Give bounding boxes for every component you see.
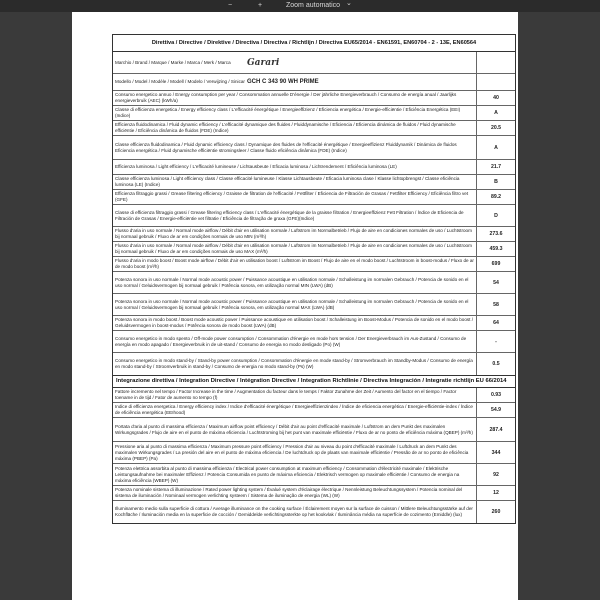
row-value: 21.7 (490, 164, 502, 170)
row-value: 20.5 (490, 125, 502, 131)
table-row (113, 52, 515, 74)
table-row (113, 175, 515, 190)
table-row (113, 501, 515, 523)
row-label: Consumo energetico in modo spento / Off-mode power consumption / Consommation d'énergie en mode hors tension / Der Energieverbrauch im Aus-Zustand / Consumo de energía en modo apagado / Energieverbruik in de uit-stand / Consumo de energia no modo desligado (Po) (W) (113, 331, 477, 352)
viewer-toolbar (0, 0, 600, 12)
table-row (113, 331, 515, 353)
directive-title: Direttiva / Directive / Direktive / Directiva / Directiva / Richtlijn / Directiva EU65/2014 - EN61591, EN60704 - 2 - 13E, EN60564 (113, 35, 515, 52)
table-row (113, 272, 515, 294)
zoom-select[interactable]: Zoom automatico (286, 2, 341, 9)
table-row (113, 242, 515, 257)
row-value: 58 (493, 301, 499, 308)
table-row (113, 316, 515, 331)
row-label: Potenza sonora in modo boost / Boost mode acoustic power / Puissance acoustique en utilisation boost / Schalleistung im Boost-Modus / Potencia de sonido en el modo boost / Geluidsvermogen in boost-modus / Potência sonora de modo boost (LWA) (dB) (113, 316, 477, 330)
brand-logo: Garari (247, 57, 280, 68)
chevron-down-icon[interactable]: ⌄ (346, 0, 352, 7)
integration-section-title: Integrazione direttiva / Integration Directive / Intégration Directive / Integration Richtlinie / Directiva Integración / Integratie richtlijn EU 66/2014 (113, 375, 515, 388)
zoom-out-button[interactable]: − (228, 2, 233, 9)
table-row (113, 227, 515, 242)
row-value: 54 (493, 279, 499, 286)
row-label: Fattore incremento nel tempo / Factor Increase in the time / Augmentation du facteur dans le temps / Faktor Zunahme der Zeit / Aumento del factor en el tiempo / Factor toename in de tijd / Fator de aumento no tempo (f) (113, 388, 477, 402)
row-value: 89.2 (490, 194, 502, 200)
document-page (72, 12, 518, 600)
row-label: Flusso d'aria in modo boost / Boost mode airflow / Débit d'air en utilisation boost / Luftstrom im Boost / Flujo de aire en el modo boost / Luchtstroom in boost-modus / Fluxo de ar de modo boost (m³/h) (113, 257, 477, 271)
table-row (113, 442, 515, 464)
row-value: 40 (493, 95, 499, 101)
row-label: Indice di efficienza energetica / Energy efficiency index / Indice d'efficacité énergétique / Energieeffizienzindex / Índice de eficiencia energética / Energie-efficiëntie-index / Índice de eficiência energética (EEIhood) (113, 403, 477, 417)
row-value: 459.3 (489, 246, 503, 252)
row-label: Classe efficienza fluidodinamica / Fluid dynamic efficiency class / Dynamique des fluides de l'efficacité énergétique / Energieeffizienz Fluiddynamik / Dinámica de fluidos Eficiencia energética / Fluid dynamische efficiëntie stromingsleer / Classe fluido eficiência dinâmica (FDE) (Indice) (113, 136, 477, 159)
row-label: Flusso d'aria in uso normale / Normal mode airflow / Débit d'air en utilisation normale / Luftstrom im Normalbetrieb / Flujo de aire en condiciones normales de uso / Luchtstroom bij normaal gebruik / Fluxo de ar em condições normais de uso MIN (m³/h) (113, 227, 477, 241)
row-value: A (494, 110, 498, 116)
table-row (113, 121, 515, 136)
row-label: Efficienza fluidodinamica / Fluid dynamic efficiency / L'efficacité dynamique des fluides / Fluiddynamische / Eficiencia / Eficiencia dinámica de fluidos / Fluid dynamische efficiëntie / Eficiência dinâmica de fluidos (FDE) (Indice) (113, 121, 477, 135)
row-label: Illuminamento medio sulla superficie di cottura / Average illuminance on the cooking surface / Éclairement moyen sur la surface de cuisson / Mittlere Beleuchtungsstärke auf der Kochfläche / Iluminación media en la superficie de cocción / Gemiddelde verlichtingssterkte op het kookvlak / Iluminância média na superfície de cozimento (Emiddle) (lux) (113, 501, 477, 523)
row-label: Consumo energetico annuo / Energy consumption per year / Consommation annuelle D'énergie / Der jährliche Energieverbrauch / Consumo de energía anual / Jaarlijks energieverbruik (AEC) (kWh/a) (113, 91, 477, 105)
row-value: B (494, 179, 498, 185)
row-value: 260 (491, 509, 501, 515)
row-label: Flusso d'aria in uso normale / Normal mode airflow / Débit d'air en utilisation normale / Luftstrom im Normalbetrieb / Flujo de aire en condiciones normales de uso / Luchtstroom bij normaal gebruik / Fluxo de ar em condições normais de uso MAX (m³/h) (113, 242, 477, 256)
table-row (113, 160, 515, 175)
row-value: 0.93 (490, 392, 502, 398)
table-row (113, 486, 515, 501)
zoom-in-button[interactable]: + (258, 2, 263, 9)
row-label: Efficienza filtraggio grassi / Grease filtering efficiency / Graisse de filtration de l'efficacité / Fettfilter / Eficiencia de Filtración de Grasas / Fettfilter Efficiency / Eficiência filtro vet (GFE) (113, 190, 477, 204)
row-value: - (495, 338, 497, 345)
table-row (113, 257, 515, 272)
row-label: Classe di efficienza energetica / Energy efficiency class / L'efficacité énergétique / Energieeffizienz / Eficiencia energética / Energie-efficiëntie / Eficiência Energética (EEI) (Indice) (113, 106, 477, 120)
row-value: 287.4 (489, 426, 503, 433)
row-value: 344 (491, 449, 501, 456)
row-label: Marchio / Brand / Marque / Marke / Marca / Merk / Marca (113, 52, 477, 73)
row-label: Potenza nominale sistema di illuminazione / Rated power lighting system / Évalué system d'éclairage électrique / Nennleistung Beleuchtungssystem / Potencia nominal del sistema de iluminación / Nominaal vermogen verlichting systeem / Sistema de iluminação de energia (WL) (W) (113, 486, 477, 500)
row-value: 12 (493, 490, 499, 496)
row-value: 54.9 (490, 407, 502, 413)
row-label: Portata d'aria al punto di massima efficienza / Maximum airflow point efficiency / Débit d'air au point d'efficacité maximale / Luftstrom an dem Punkt des maximalen Wirkungsgrades / Flujo de aire en el punto de máxima eficiencia / Luchtstroming bij het punt van maximale efficiëntie / Fluxo de ar no ponto de eficiência máxima (QBEP) (m³/h) (113, 418, 477, 441)
row-label: Potenza sonora in uso normale / Normal mode acoustic power / Puissance acoustique en utilisation normale / Schalleistung im normalen Gebrauch / Potencia de sonido en el uso normal / Geluidsvermogen bij normaal gebruik / Potência sonora, em utilização normal MIN (LWA) (dB) (113, 272, 477, 293)
row-label: Classe efficienza luminosa / Light efficiency class / Classe efficacité lumineuse / Klasse Lichtausbeute / Eficacia luminosa clase / Klasse lichtopbrengst / Classe eficiência luminosa (LE) (Indice) (113, 175, 477, 189)
row-label: Consumo energetico in modo stand-by / Stand-by power consumption / Consommation d'énergie en mode stand-by / Stromverbrauch im Standby-Modus / Consumo de energía en modo stand-by / Stroomverbruik in stand-by / Consumo de energia no modo stand-by (Ps) (W) (113, 353, 477, 375)
table-row (113, 190, 515, 205)
row-value: D (494, 212, 498, 219)
row-label: Potenza elettrica assorbita al punto di massima efficienza / Electrical power consumption at maximum efficiency / Consommation d'électricité maximale / Elektrische Leistungsaufnahme bei maximaler Effizienz / Potencia Consumida en punto de máxima eficiencia / Elektrisch vermogen op maximale efficiëntie / Consumo de energia na máxima eficiência (WBEP) (W) (113, 464, 477, 485)
row-value: A (494, 144, 498, 151)
table-row (113, 136, 515, 160)
row-label: Classe di efficienza filtraggio grassi / Grease filtering efficiency class / L'efficacité énergétique de la graisse filtration / Energieeffizienz Fett Filtration / Índice de Eficiencia de Filtración de Grasas / Energie-efficiëntie vet filtratie / Eficiência de filtração de graxa (GFE)(Indice) (113, 205, 477, 226)
table-row (113, 353, 515, 375)
table-row (113, 403, 515, 418)
table-row (113, 294, 515, 316)
table-row (113, 106, 515, 121)
model-value: GCH C 343 90 WH PRIME (247, 79, 319, 85)
energy-label-table (112, 34, 516, 524)
table-row (113, 205, 515, 227)
table-row (113, 74, 515, 91)
row-label: Modello / Model / Modèle / Modell / Modelo / Verwijzing / Sinicar (113, 74, 477, 90)
row-value: 273.6 (489, 231, 503, 237)
table-row (113, 388, 515, 403)
row-label: Efficienza luminosa / Light efficiency / L'efficacité lumineuse / Lichtausbeute / Eficacia luminosa / Lichtrendement / Eficiência luminosa (LE) (113, 160, 477, 174)
row-value: 92 (493, 471, 499, 478)
row-label: Potenza sonora in uso normale / Normal mode acoustic power / Puissance acoustique en utilisation normale / Schalleistung im normalen Gebrauch / Potencia de sonido en el uso normal / Geluidsvermogen bij normaal gebruik / Potência sonora, em utilização normal MAX (LWA) (dB) (113, 294, 477, 315)
row-value: 64 (493, 320, 499, 326)
row-value: 699 (491, 261, 501, 267)
table-row (113, 464, 515, 486)
table-row (113, 418, 515, 442)
row-value: 0.5 (492, 361, 500, 367)
table-row (113, 91, 515, 106)
row-label: Pressione aria al punto di massima efficienza / Maximum pressure point efficiency / Pression d'air au niveau du point d'efficacité maximale / Luftdruck an dem Punkt des maximalen Wirkungsgrades / La presión del aire en el punto de máxima eficiencia / De luchtdruck op de plaats van maximale efficiëntie / Pressão de ar no ponto de eficiência máxima (PBEP) (Pa) (113, 442, 477, 463)
